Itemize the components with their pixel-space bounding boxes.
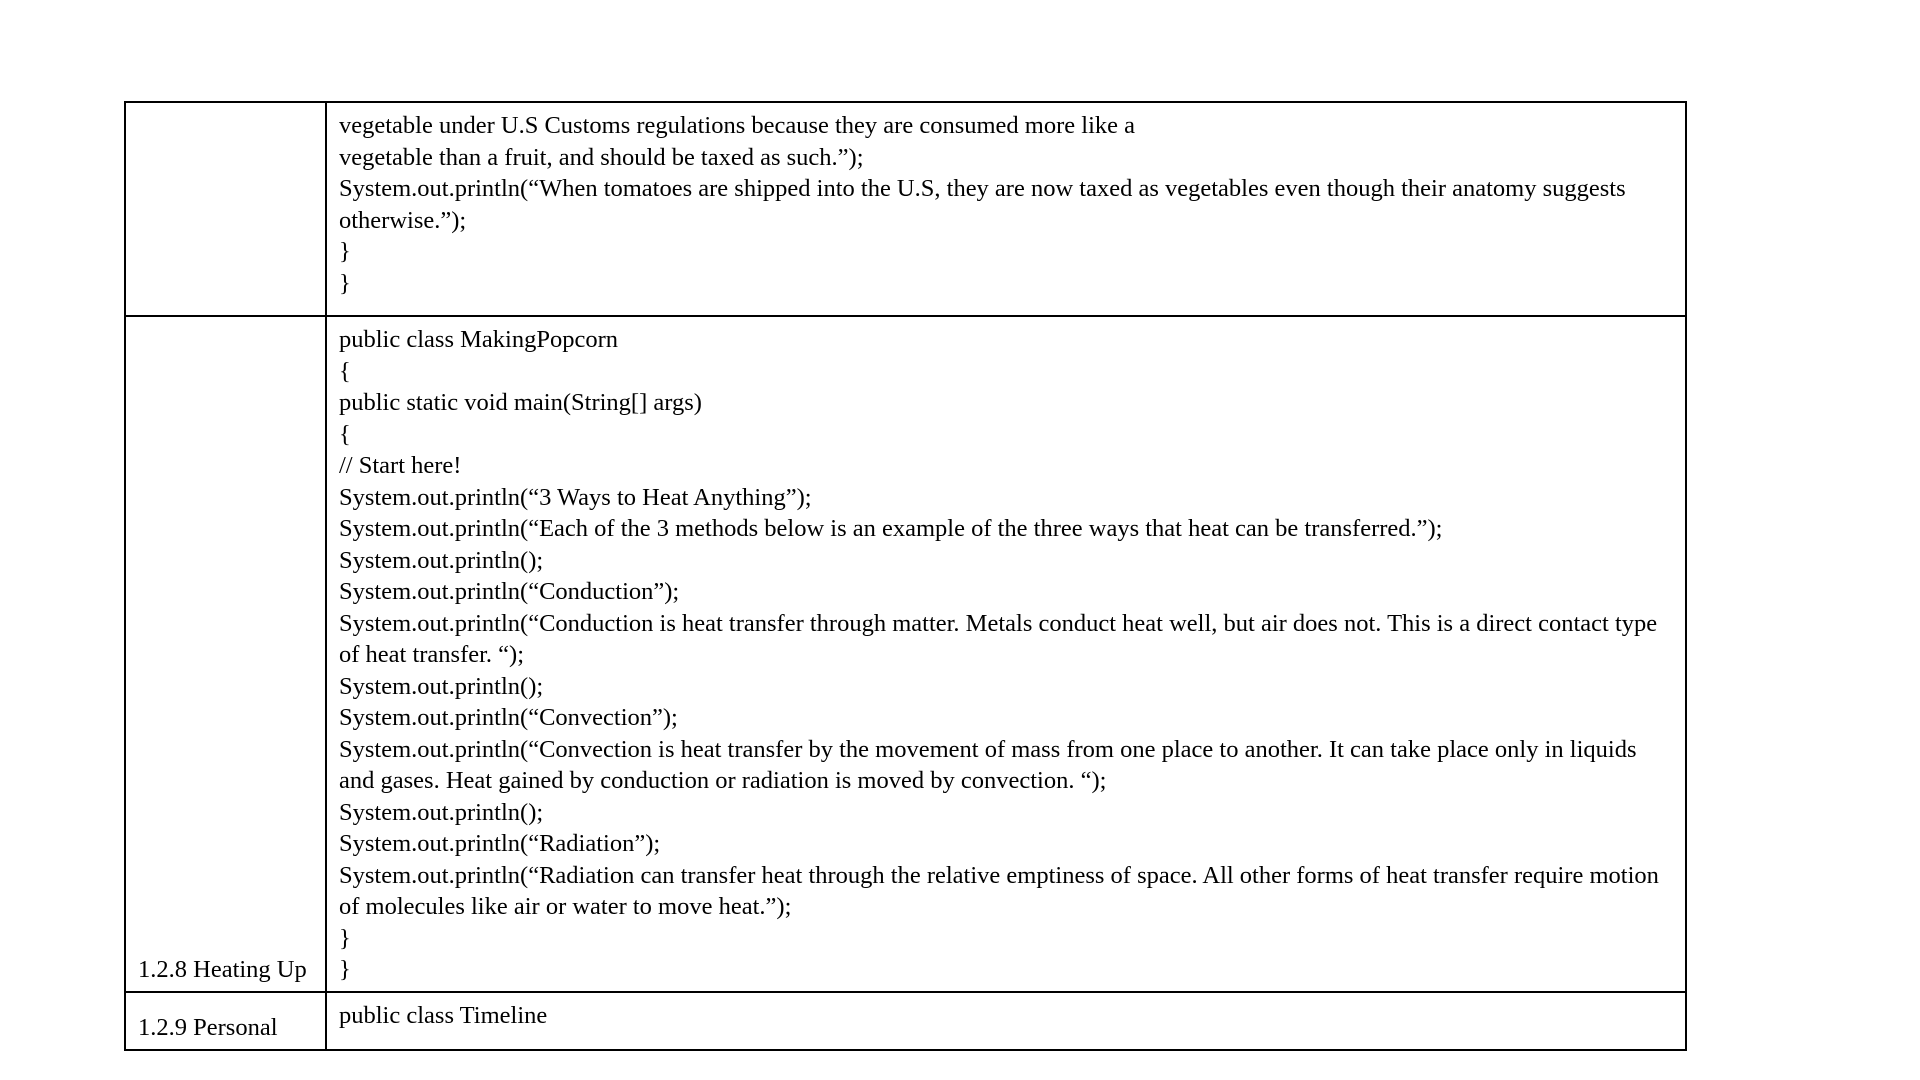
code-line: System.out.println(); xyxy=(339,798,544,826)
code-line: System.out.println(“Convection is heat transfer by the movement of mass from one place to another. It can take place only in liquids and gases. Heat gained by conduction or radiation is moved by convection. “); xyxy=(339,735,1637,794)
code-line: } xyxy=(339,269,351,297)
section-label-cell xyxy=(125,102,326,316)
table-row xyxy=(125,316,1686,992)
code-line: System.out.println(“Conduction is heat transfer through matter. Metals conduct heat well, but air does not. This is a direct contact type of heat transfer. “); xyxy=(339,609,1658,668)
section-label: 1.2.8 Heating Up xyxy=(138,956,307,983)
table-row xyxy=(125,102,1686,316)
code-line: System.out.println(“3 Ways to Heat Anything”); xyxy=(339,483,812,511)
code-line: { xyxy=(339,357,351,385)
code-line: // Start here! xyxy=(339,452,462,479)
code-line: System.out.println(“When tomatoes are shipped into the U.S, they are now taxed as vegetables even though their anatomy suggests otherwise.”); xyxy=(339,175,1626,234)
code-line: vegetable than a fruit, and should be taxed as such.”); xyxy=(339,143,864,171)
code-line: System.out.println(“Convection”); xyxy=(339,704,678,731)
table-row xyxy=(125,992,1686,1050)
code-line: System.out.println(); xyxy=(339,672,544,700)
code-cell xyxy=(326,102,1686,316)
code-line: } xyxy=(339,956,351,983)
code-line: } xyxy=(339,238,351,265)
code-line: { xyxy=(339,420,351,448)
document-table xyxy=(124,101,1687,1051)
code-cell xyxy=(326,316,1686,992)
section-label: 1.2.9 Personal xyxy=(138,1014,278,1041)
code-line: System.out.println(“Radiation”); xyxy=(339,830,661,857)
code-cell xyxy=(326,992,1686,1050)
code-line: System.out.println(“Radiation can transfer heat through the relative emptiness of space. All other forms of heat transfer require motion of molecules like air or water to move heat.”); xyxy=(339,861,1659,920)
code-line: System.out.println(“Conduction”); xyxy=(339,578,680,605)
code-line: public class Timeline xyxy=(339,1001,548,1029)
code-line: System.out.println(“Each of the 3 methods below is an example of the three ways that heat can be transferred.”); xyxy=(339,515,1443,542)
code-line: vegetable under U.S Customs regulations because they are consumed more like a xyxy=(339,112,1136,139)
section-label-cell xyxy=(125,316,326,992)
code-line: public static void main(String[] args) xyxy=(339,389,702,416)
code-line: public class MakingPopcorn xyxy=(339,326,618,353)
section-label-cell xyxy=(125,992,326,1050)
code-line: } xyxy=(339,924,351,952)
code-line: System.out.println(); xyxy=(339,546,544,574)
